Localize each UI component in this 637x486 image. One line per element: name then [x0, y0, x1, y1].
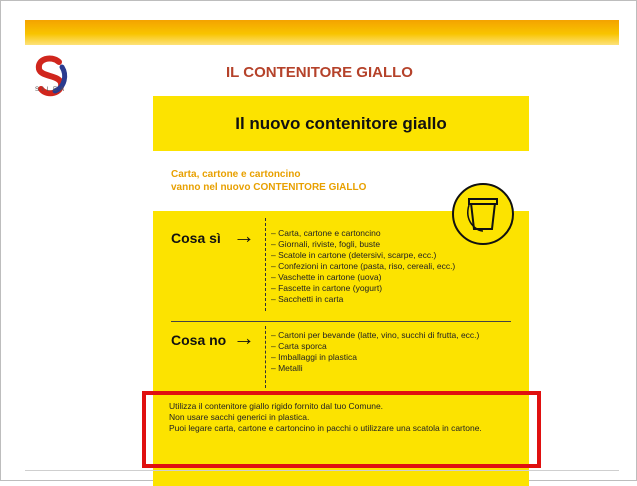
yes-arrow-icon: →	[233, 223, 255, 248]
note-line: Utilizza il contenitore giallo rigido fornito dal tuo Comune.	[169, 401, 384, 411]
footer-line	[25, 470, 619, 471]
note-line: Puoi legare carta, cartone e cartoncino in pacchi o utilizzare una scatola in cartone.	[169, 423, 482, 433]
no-label: Cosa no	[171, 332, 227, 348]
list-item: – Carta, cartone e cartoncino	[271, 228, 455, 239]
intro-highlight: CONTENITORE GIALLO	[253, 182, 367, 193]
intro-line-2	[171, 181, 366, 194]
yes-separator	[265, 218, 266, 311]
list-item: – Vaschette in cartone (uova)	[271, 272, 455, 283]
list-item: – Giornali, riviste, fogli, buste	[271, 239, 455, 250]
bin-drawing	[454, 185, 512, 243]
poster-banner-title: Il nuovo contenitore giallo	[153, 96, 529, 151]
list-item: – Confezioni in cartone (pasta, riso, cereali, ecc.)	[271, 261, 455, 272]
yellow-bin-icon	[452, 183, 514, 245]
highlight-box	[142, 391, 541, 468]
slide-title: IL CONTENITORE GIALLO	[226, 64, 413, 81]
logo-text: SILEA	[35, 87, 68, 93]
yes-label: Cosa sì	[171, 230, 221, 246]
list-item: – Cartoni per bevande (latte, vino, succhi di frutta, ecc.)	[271, 330, 479, 341]
list-item: – Scatole in cartone (detersivi, scarpe, ecc.)	[271, 250, 455, 261]
no-list	[271, 330, 479, 374]
header-bar	[25, 20, 619, 45]
list-item: – Carta sporca	[271, 341, 479, 352]
intro-line-2-prefix: vanno nel nuovo	[171, 182, 254, 193]
list-item: – Sacchetti in carta	[271, 294, 455, 305]
no-arrow-icon: →	[233, 325, 255, 350]
poster-intro	[171, 168, 366, 194]
intro-line-1: Carta, cartone e cartoncino	[171, 169, 301, 180]
note-line: Non usare sacchi generici in plastica.	[169, 412, 310, 422]
list-item: – Metalli	[271, 363, 479, 374]
list-item: – Imballaggi in plastica	[271, 352, 479, 363]
no-separator	[265, 326, 266, 388]
yes-list	[271, 228, 455, 305]
section-divider	[171, 321, 511, 322]
list-item: – Fascette in cartone (yogurt)	[271, 283, 455, 294]
